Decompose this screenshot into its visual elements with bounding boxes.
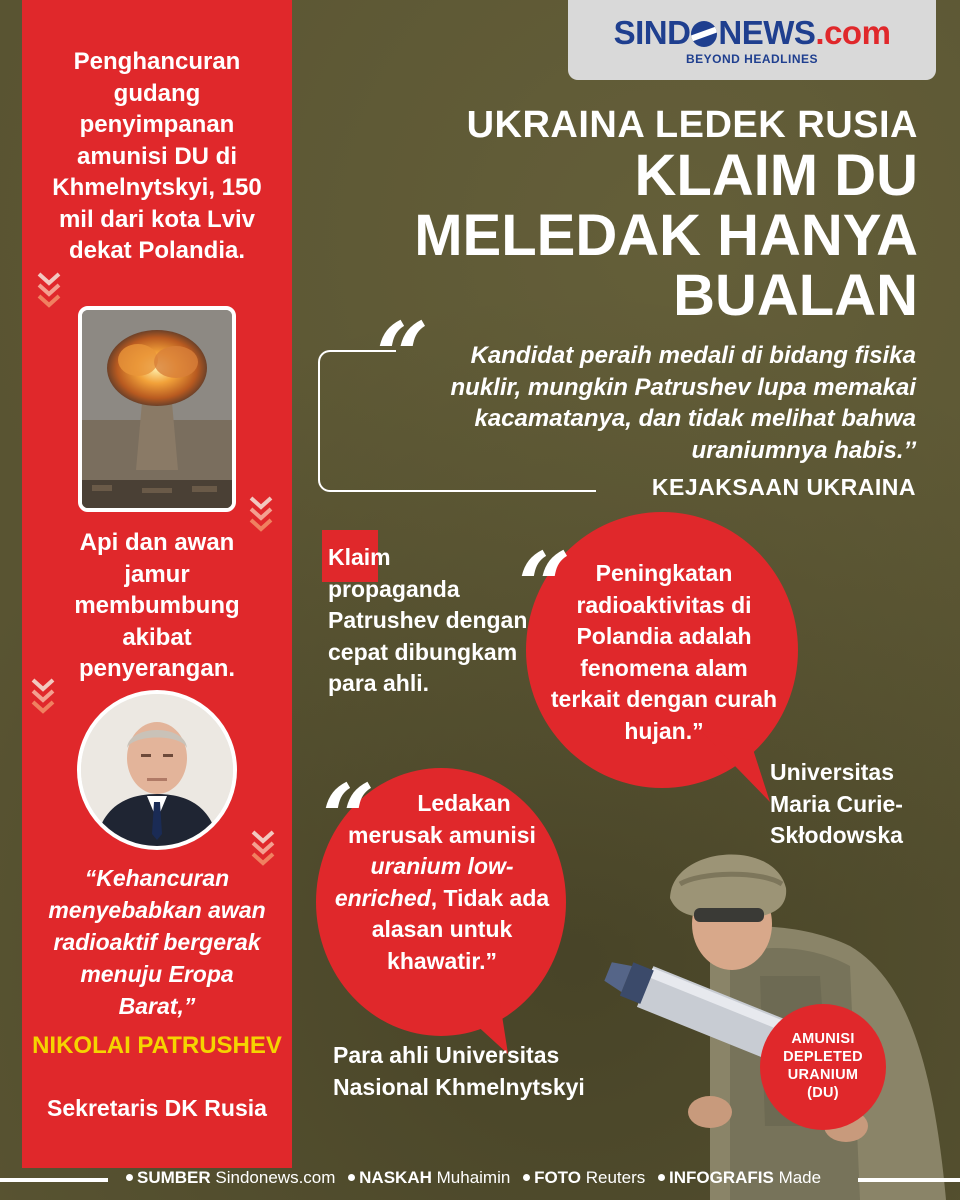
headline-line4: BUALAN: [673, 263, 918, 328]
top-quote-text: Kandidat peraih medali di bidang fisika nuklir, mungkin Patrushev lupa memakai kacamatanya, dan tidak melihat bahwa uraniumnya habis.’’: [450, 342, 916, 464]
sumber-value: Sindonews.com: [215, 1168, 336, 1187]
infografis-label: INFOGRAFIS: [668, 1168, 774, 1187]
badge-line3: URANIUM: [787, 1067, 859, 1083]
intro-text: Penghancuran gudang penyimpanan amunisi DU di Khmelnytskyi, 150 mil dari kota Lviv dekat Polandia.: [52, 48, 262, 264]
bubble-1-source: Universitas Maria Curie-Skłodowska: [770, 759, 903, 848]
bubble-2-text: [330, 788, 554, 977]
quote-mark-icon: “: [376, 302, 429, 410]
photo-caption: Api dan awan jamur membumbung akibat penyerangan.: [74, 529, 240, 682]
headline-line1: UKRAINA LEDEK RUSIA: [466, 104, 918, 146]
bubble-2-text-a: Ledakan merusak amunisi: [348, 790, 536, 848]
badge-line4: (DU): [807, 1085, 839, 1101]
brand-logo: SIND NEWS.com: [613, 14, 891, 51]
chevron-down-icon: [36, 270, 62, 310]
footer-rule-right: [858, 1178, 960, 1182]
badge-line1: AMUNISI: [791, 1031, 855, 1047]
soldier-illustration: [560, 826, 960, 1200]
bubble-2-text-b: , Tidak ada alasan untuk khawatir.”: [371, 884, 550, 974]
credits-line: [118, 1168, 821, 1188]
top-quote-source: KEJAKSAAN UKRAINA: [651, 474, 916, 500]
sumber-label: SUMBER: [137, 1168, 211, 1187]
badge-line2: DEPLETED: [783, 1049, 863, 1065]
naskah-value: Muhaimin: [436, 1168, 511, 1187]
footer-credits: [0, 1168, 960, 1190]
bubble-2-text-italic: uranium low-enriched: [334, 853, 514, 911]
logo-box: [568, 0, 936, 80]
bubble-1-text: Peningkatan radioaktivitas di Polandia adalah fenomena alam terkait dengan curah hujan.”: [550, 560, 778, 744]
quote-mark-icon: “: [518, 532, 571, 640]
speaker-name: NIKOLAI PATRUSHEV: [32, 1032, 282, 1059]
infografis-value: Made: [778, 1168, 822, 1187]
foto-label: FOTO: [534, 1168, 581, 1187]
foto-value: Reuters: [585, 1168, 646, 1187]
footer-rule-left: [0, 1178, 108, 1182]
quote-bracket-line: [396, 490, 596, 492]
explosion-photo: [78, 306, 236, 512]
patrushev-quote: “Kehancuran menyebabkan awan radioaktif bergerak menuju Eropa Barat,”: [48, 865, 266, 1019]
speaker-role: Sekretaris DK Rusia: [47, 1095, 267, 1121]
du-ammunition-badge: [760, 1004, 886, 1130]
globe-icon: [691, 21, 717, 47]
patrushev-portrait: [77, 690, 237, 850]
claim-text: Klaim propaganda Patrushev dengan cepat dibungkam para ahli.: [328, 544, 528, 696]
headline-main: [318, 143, 918, 328]
naskah-label: NASKAH: [359, 1168, 432, 1187]
headline-line2: KLAIM DU: [634, 143, 918, 208]
bubble-2-source: Para ahli Universitas Nasional Khmelnytskyi: [333, 1042, 585, 1100]
headline-line3: MELEDAK HANYA: [414, 203, 918, 268]
logo-tagline: BEYOND HEADLINES: [685, 52, 818, 66]
quote-mark-icon: “: [322, 764, 375, 872]
